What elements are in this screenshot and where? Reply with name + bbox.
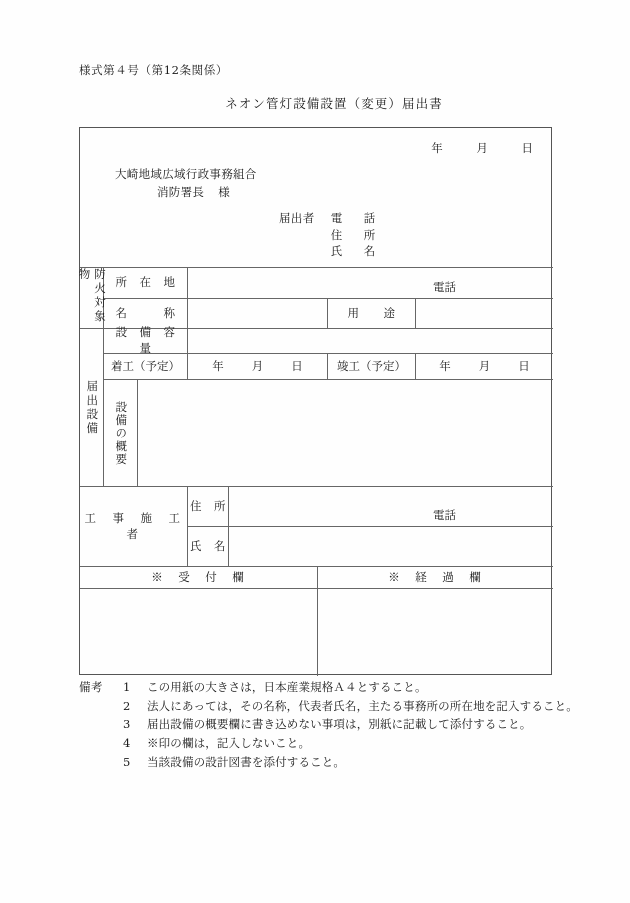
notification-form-table — [79, 127, 552, 675]
reception-column-label: ※ 受 付 欄 — [80, 566, 318, 588]
equipment-outline-value[interactable] — [138, 379, 553, 486]
document-title: ネオン管灯設備設置（変更）届出書 — [225, 96, 443, 111]
date-line — [431, 140, 533, 156]
note-text: 届出設備の概要欄に書き込めない事項は，別紙に記載して添付すること。 — [147, 717, 532, 732]
building-name-value[interactable] — [188, 298, 328, 328]
equipment-start-date[interactable] — [188, 353, 328, 379]
building-section-label: 防火対象物 — [80, 267, 104, 328]
contractor-address-label: 住 所 — [188, 486, 229, 526]
note-text: この用紙の大きさは，日本産業規格Ａ４とすること。 — [147, 680, 427, 694]
equipment-outline-label: 設備の概要 — [104, 379, 138, 486]
equipment-finish-date[interactable] — [416, 353, 553, 379]
addressee-organization: 大崎地域広域行政事務組合 — [115, 167, 257, 181]
submitter-address-label: 住 所 — [330, 227, 381, 242]
note-item — [123, 715, 579, 734]
submitter-fields — [331, 210, 381, 260]
building-use-value[interactable] — [416, 298, 553, 328]
submitter-phone-label: 電 話 — [330, 211, 381, 225]
building-location-label: 所 在 地 — [104, 267, 188, 298]
equipment-section-label: 届出設備 — [80, 328, 104, 486]
finish-year-label: 年 — [439, 358, 451, 373]
note-item — [123, 697, 579, 716]
start-month-label: 月 — [251, 358, 264, 373]
contractor-section-label: 工 事 施 工 者 — [80, 486, 188, 566]
date-month-label: 月 — [476, 141, 488, 155]
contractor-name-value[interactable] — [229, 526, 553, 566]
form-number: 様式第４号（第12条関係） — [79, 63, 228, 77]
equipment-capacity-label: 設 備 容 量 — [104, 328, 188, 353]
addressee-block — [115, 166, 257, 202]
note-text: 法人にあっては，その名称，代表者氏名，主たる事務所の所在地を記入すること。 — [147, 698, 578, 713]
contractor-address-value[interactable] — [229, 486, 553, 526]
note-text: ※印の欄は，記入しないこと。 — [147, 735, 311, 750]
submitter-block — [279, 210, 380, 260]
start-day-label: 日 — [291, 358, 303, 373]
note-number: 4 — [123, 735, 131, 750]
note-text: 当該設備の設計図書を添付すること。 — [147, 754, 346, 769]
building-phone-label: 電話 — [433, 280, 456, 295]
note-number: 1 — [123, 680, 131, 694]
note-number: 3 — [123, 717, 131, 732]
addressee-chief — [115, 184, 257, 202]
notes-section — [79, 678, 579, 771]
equipment-finish-label: 竣工（予定） — [328, 353, 416, 379]
note-number: 5 — [123, 754, 131, 769]
date-day-label: 日 — [521, 141, 533, 155]
building-name-label: 名 称 — [104, 298, 188, 328]
equipment-capacity-value[interactable] — [188, 328, 553, 353]
progress-column-label: ※ 経 過 欄 — [318, 566, 553, 588]
building-location-value[interactable] — [188, 267, 553, 298]
reception-column-value[interactable] — [80, 588, 318, 676]
note-item — [123, 734, 579, 753]
progress-column-value[interactable] — [318, 588, 553, 676]
finish-month-label: 月 — [478, 358, 491, 373]
finish-day-label: 日 — [518, 358, 530, 373]
contractor-name-label: 氏 名 — [188, 526, 229, 566]
note-item — [123, 678, 579, 697]
notes-list — [79, 678, 579, 771]
date-year-label: 年 — [431, 141, 443, 155]
contractor-phone-label: 電話 — [433, 508, 456, 523]
building-use-label: 用 途 — [328, 298, 416, 328]
addressee-chief-title: 消防署長 — [157, 184, 205, 199]
start-year-label: 年 — [212, 358, 224, 373]
equipment-start-label: 着工（予定） — [104, 353, 188, 379]
note-item — [123, 753, 579, 772]
addressee-honorific: 様 — [218, 184, 231, 199]
notes-heading: 備考 — [79, 680, 103, 694]
submitter-label: 届出者 — [279, 211, 315, 225]
note-number: 2 — [123, 698, 131, 713]
submitter-name-label: 氏 名 — [330, 244, 381, 259]
